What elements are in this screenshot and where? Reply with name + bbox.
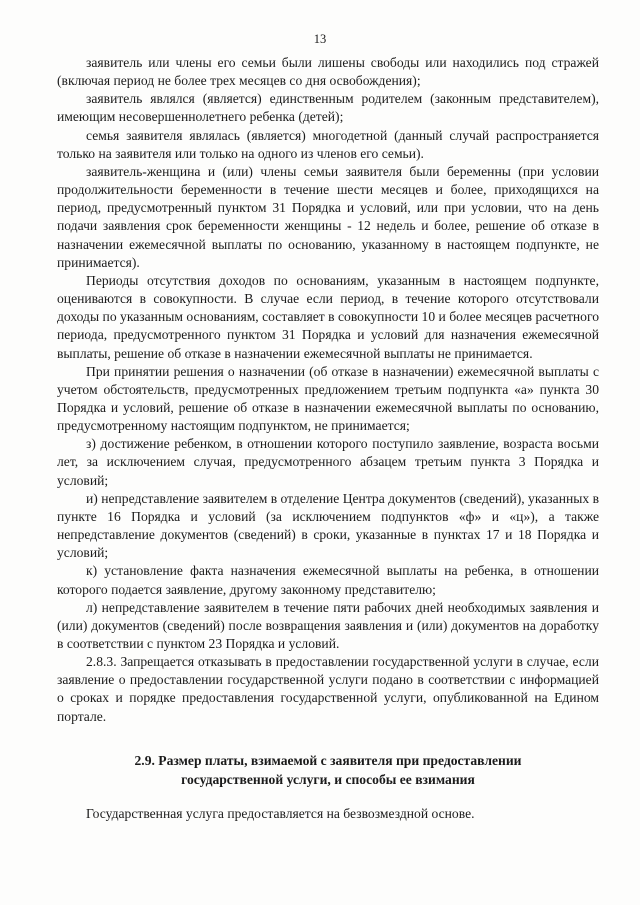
paragraph-deprivation-of-liberty: заявитель или члены его семьи были лишены свободы или находились под стражей (включая период не более трех месяцев со дня освобождения);: [57, 55, 599, 89]
section-heading-line-2: государственной услуги, и способы ее взимания: [181, 771, 475, 787]
paragraph-income-absence-periods: Периоды отсутствия доходов по основаниям, указанным в настоящем подпункте, оцениваются в совокупности. В случае если период, в течение которого отсутствовали доходы по указанным основаниям, составляет в совокупности 10 и более месяцев расчетного периода, предусмотренного пунктом 31 Порядка и условий для назначения ежемесячной выплаты, решение об отказе в назначении ежемесячной выплаты не принимается.: [57, 272, 599, 361]
paragraph-single-parent: заявитель являлся (является) единственным родителем (законным представителем), имеющим несовершеннолетнего ребенка (детей);: [57, 91, 599, 125]
paragraph-item-k: к) установление факта назначения ежемесячной выплаты на ребенка, в отношении которого подается заявление, другому законному представителю;: [57, 563, 599, 597]
paragraph-2-8-3: 2.8.3. Запрещается отказывать в предоставлении государственной услуги в случае, если заявление о предоставлении государственной услуги подано в соответствии с информацией о сроках и порядке предоставления государственной услуги, опубликованной на Едином портале.: [57, 654, 599, 724]
page-number: 13: [313, 32, 327, 46]
section-heading-2-9: [57, 752, 599, 789]
section-heading-line-1: 2.9. Размер платы, взимаемой с заявителя при предоставлении: [134, 753, 522, 768]
paragraph-item-i: и) непредставление заявителем в отделение Центра документов (сведений), указанных в пункте 16 Порядка и условий (за исключением подпунктов «ф» и «ц»), а также непредставление документов (сведений) в сроки, указанные в пунктах 17 и 18 Порядка и условий;: [57, 490, 599, 561]
paragraph-large-family: семья заявителя являлась (является) многодетной (данный случай распространяется только на заявителя или только на одного из членов его семьи).: [57, 127, 599, 161]
document-body: [57, 54, 599, 726]
paragraph-item-l: л) непредставление заявителем в течение пяти рабочих дней необходимых заявления и (или) документов (сведений) после возвращения заявления и (или) документов на доработку в соответствии с пунктом 23 Порядка и условий.: [57, 599, 599, 651]
paragraph-pregnancy: заявитель-женщина и (или) члены семьи заявителя были беременны (при условии продолжительности беременности в течение шести месяцев и более, приходящихся на период, предусмотренный пунктом 31 Порядка и условий, или при условии, что на день подачи заявления срок беременности женщины - 12 недель и более, решение об отказе в назначении ежемесячной выплаты по основанию, указанному в настоящем подпункте, не принимается).: [57, 163, 599, 270]
paragraph-free-of-charge: Государственная услуга предоставляется на безвозмездной основе.: [86, 806, 475, 821]
paragraph-item-z: з) достижение ребенком, в отношении которого поступило заявление, возраста восьми лет, за исключением случая, предусмотренного абзацем третьим пункта 3 Порядка и условий;: [57, 436, 599, 488]
paragraph-decision-circumstances: При принятии решения о назначении (об отказе в назначении) ежемесячной выплаты с учетом обстоятельств, предусмотренных предложением третьим подпункта «а» пункта 30 Порядка и условий, решение об отказе в назначении ежемесячной выплаты по основанию, предусмотренному настоящим подпунктом, не принимается;: [57, 363, 599, 434]
